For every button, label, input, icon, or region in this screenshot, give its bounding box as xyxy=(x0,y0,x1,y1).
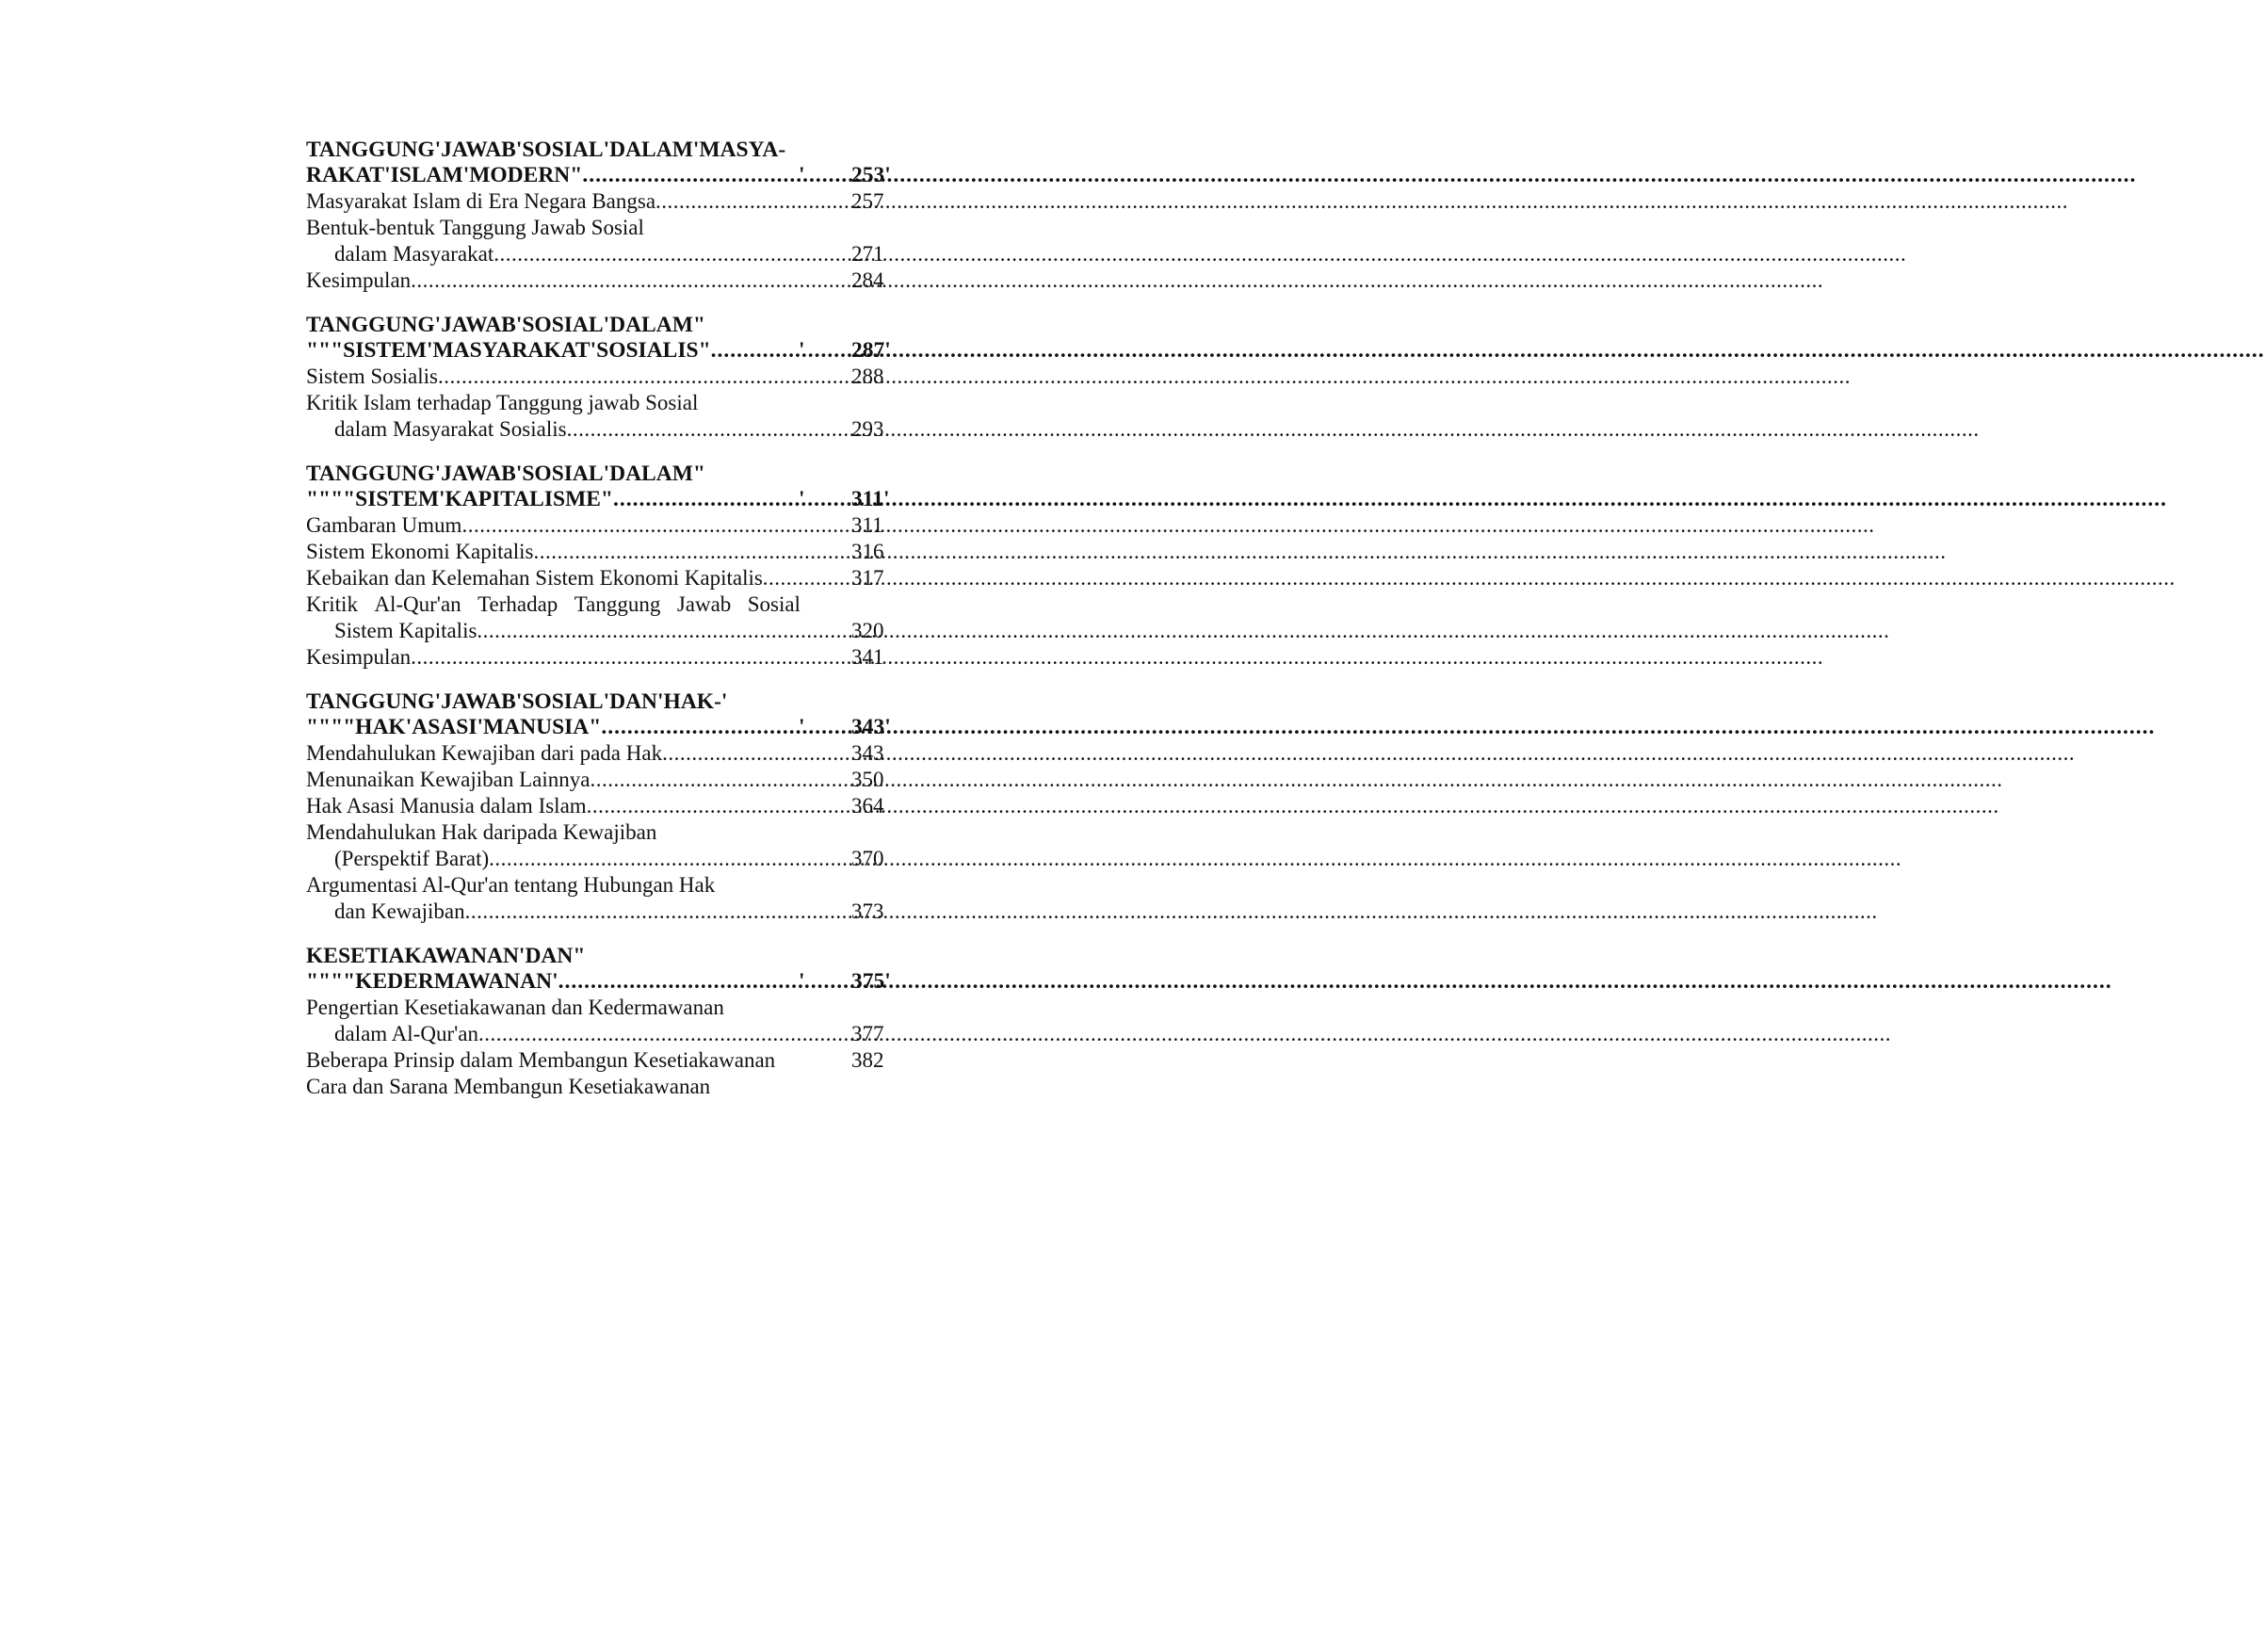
dot-leader xyxy=(587,793,807,819)
section-heading: TANGGUNG'JAWAB'SOSIAL'DAN'HAK-' xyxy=(306,689,728,714)
dot-leader xyxy=(534,539,808,565)
toc-page-number: 293 xyxy=(851,417,884,441)
dot-leader xyxy=(489,846,807,872)
toc-page-number: 377 xyxy=(851,1022,884,1045)
dot-leader xyxy=(590,767,807,793)
dot-leader xyxy=(567,416,807,443)
dot-leader xyxy=(655,188,807,215)
section-heading: TANGGUNG'JAWAB'SOSIAL'DALAM" xyxy=(306,313,705,337)
section-heading: KESETIAKAWANAN'DAN" xyxy=(306,944,586,968)
toc-entry-title: Mendahulukan Hak daripada Kewajiban xyxy=(306,820,657,844)
toc-page-number: 350 xyxy=(851,768,884,791)
toc-page-number: 257 xyxy=(851,189,884,213)
section-heading: TANGGUNG'JAWAB'SOSIAL'DALAM" xyxy=(306,462,705,486)
toc-entry xyxy=(306,846,895,872)
toc-entry xyxy=(306,1047,895,1074)
toc-entry-title: Pengertian Kesetiakawanan dan Kedermawanan xyxy=(306,996,724,1019)
toc-entry xyxy=(306,793,895,819)
section-heading-line1 xyxy=(306,138,895,163)
section-page-number: 287' xyxy=(851,338,891,363)
dot-leader xyxy=(711,338,799,364)
toc-page-number: 284 xyxy=(851,268,884,292)
toc-entry xyxy=(306,1074,895,1100)
toc-page-number: 317 xyxy=(851,566,884,590)
section-heading-line2 xyxy=(306,338,895,364)
toc-entry xyxy=(306,512,895,539)
toc-page-number: 311 xyxy=(851,513,883,537)
table-of-contents xyxy=(306,138,895,1119)
toc-entry-title: Argumentasi Al-Qur'an tentang Hubungan Hak xyxy=(306,873,716,897)
heading-suffix: ' xyxy=(799,715,805,739)
toc-entry-title: Kebaikan dan Kelemahan Sistem Ekonomi Kapitalis xyxy=(306,566,763,590)
toc-entry-cont: dalam Masyarakat xyxy=(334,242,494,266)
dot-leader xyxy=(613,487,799,512)
toc-page-number: 341 xyxy=(851,645,884,669)
toc-page-number: 320 xyxy=(851,619,884,642)
toc-section xyxy=(306,462,895,671)
toc-entry-title: Mendahulukan Kewajiban dari pada Hak xyxy=(306,741,663,765)
toc-entry-title: Masyarakat Islam di Era Negara Bangsa xyxy=(306,189,656,213)
toc-page-number: 343 xyxy=(851,741,884,765)
toc-entry-title: Gambaran Umum xyxy=(306,513,462,537)
heading-suffix: ' xyxy=(799,163,805,187)
toc-page-number: 382 xyxy=(851,1048,884,1072)
dot-leader xyxy=(582,163,799,188)
toc-entry-title: Kritik Islam terhadap Tanggung jawab Sosial xyxy=(306,391,699,414)
dot-leader xyxy=(662,740,807,767)
section-heading-line2 xyxy=(306,163,895,188)
toc-entry-title: Hak Asasi Manusia dalam Islam xyxy=(306,794,587,818)
dot-leader xyxy=(763,565,807,591)
dot-leader xyxy=(493,241,807,267)
toc-page-number: 288 xyxy=(851,364,884,388)
toc-entry xyxy=(306,188,895,215)
toc-page-number: 271 xyxy=(851,242,884,266)
dot-leader xyxy=(478,1021,807,1047)
section-heading-cont: """"SISTEM'KAPITALISME" xyxy=(306,487,613,511)
heading-suffix: ' xyxy=(799,338,805,363)
toc-entry xyxy=(306,565,895,591)
toc-section xyxy=(306,944,895,1100)
section-heading-cont: """SISTEM'MASYARAKAT'SOSIALIS" xyxy=(306,338,711,363)
toc-entry-title: Beberapa Prinsip dalam Membangun Kesetiakawanan xyxy=(306,1048,776,1072)
section-heading-line1 xyxy=(306,313,895,338)
toc-page-number: 364 xyxy=(851,794,884,818)
dot-leader xyxy=(461,512,807,539)
heading-suffix: ' xyxy=(799,487,805,511)
section-heading-line2 xyxy=(306,715,895,740)
toc-entry xyxy=(306,767,895,793)
section-heading-line2 xyxy=(306,487,895,512)
toc-entry-title-text: Kritik Al-Qur'an Terhadap Tanggung Jawab Sosial xyxy=(306,592,801,616)
toc-page-number: 373 xyxy=(851,899,884,923)
toc-section xyxy=(306,138,895,294)
toc-entry-title xyxy=(306,591,895,618)
section-page-number: 253' xyxy=(851,163,891,187)
section-heading: TANGGUNG'JAWAB'SOSIAL'DALAM'MASYA- xyxy=(306,138,786,162)
toc-entry-title: Sistem Sosialis xyxy=(306,364,438,388)
toc-entry xyxy=(306,1021,895,1047)
toc-entry-cont: dan Kewajiban xyxy=(334,899,465,923)
section-heading-line1 xyxy=(306,462,895,487)
toc-entry-title: Kesimpulan xyxy=(306,645,412,669)
section-heading-cont: """"KEDERMAWANAN' xyxy=(306,969,558,994)
toc-entry xyxy=(306,416,895,443)
toc-entry-title: Cara dan Sarana Membangun Kesetiakawanan xyxy=(306,1075,711,1098)
toc-section xyxy=(306,689,895,925)
toc-entry-cont: (Perspektif Barat) xyxy=(334,847,490,870)
toc-entry-title: Bentuk-bentuk Tanggung Jawab Sosial xyxy=(306,216,644,239)
toc-page-number: 370 xyxy=(851,847,884,870)
toc-entry xyxy=(306,364,895,390)
toc-entry xyxy=(306,267,895,294)
section-heading-line1 xyxy=(306,944,895,969)
dot-leader xyxy=(601,715,799,740)
toc-entry xyxy=(306,618,895,644)
toc-entry xyxy=(306,644,895,671)
dot-leader xyxy=(558,969,799,995)
section-heading-line2 xyxy=(306,969,895,995)
section-heading-cont: RAKAT'ISLAM'MODERN" xyxy=(306,163,583,187)
section-page-number: 311' xyxy=(851,487,890,511)
toc-entry-title: Sistem Ekonomi Kapitalis xyxy=(306,540,534,563)
toc-entry-cont: dalam Al-Qur'an xyxy=(334,1022,478,1045)
toc-entry xyxy=(306,740,895,767)
dot-leader xyxy=(477,618,807,644)
toc-entry-cont: dalam Masyarakat Sosialis xyxy=(334,417,567,441)
toc-entry-title: Menunaikan Kewajiban Lainnya xyxy=(306,768,591,791)
section-page-number: 375' xyxy=(851,969,891,994)
dot-leader xyxy=(438,364,807,390)
heading-suffix: ' xyxy=(799,969,805,994)
section-page-number: 343' xyxy=(851,715,891,739)
toc-section xyxy=(306,313,895,443)
section-heading-cont: """"HAK'ASASI'MANUSIA" xyxy=(306,715,602,739)
toc-entry xyxy=(306,899,895,925)
toc-entry xyxy=(306,539,895,565)
section-heading-line1 xyxy=(306,689,895,715)
dot-leader xyxy=(465,899,807,925)
toc-page-number: 316 xyxy=(851,540,884,563)
toc-entry xyxy=(306,241,895,267)
toc-entry-cont: Sistem Kapitalis xyxy=(334,619,477,642)
dot-leader xyxy=(411,267,807,294)
dot-leader xyxy=(411,644,807,671)
toc-entry-title: Kesimpulan xyxy=(306,268,412,292)
